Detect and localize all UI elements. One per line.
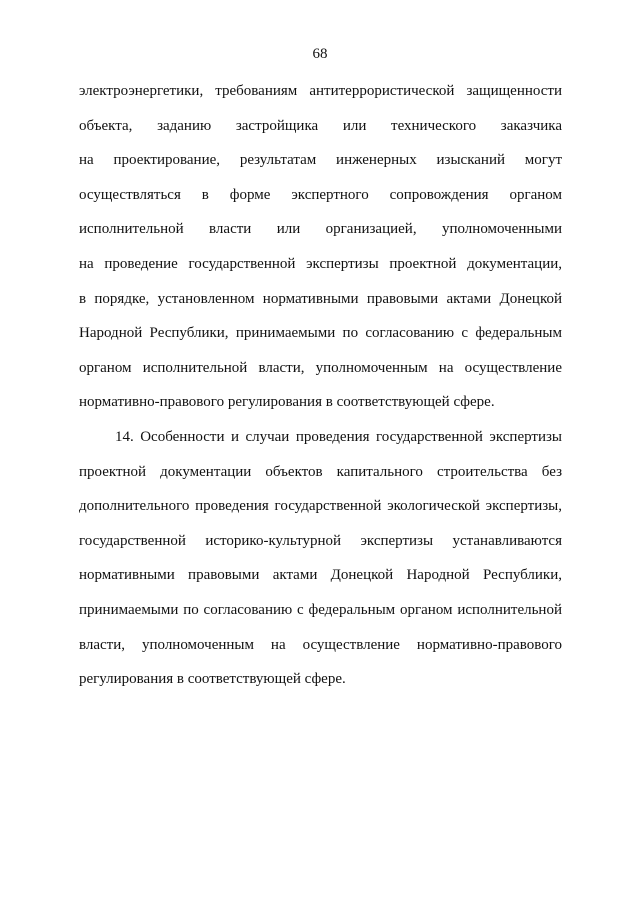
text-line: исполнительной власти или организацией, уполномоченными [79,221,562,238]
text-line: электроэнергетики, требованиям антитеррористической защищенности [79,83,562,99]
text-line: проектной документации объектов капитального строительства без [79,463,562,480]
text-line: власти, уполномоченным на осуществление нормативно-правового [79,636,562,653]
text-line: нормативно-правового регулирования в соответствующей сфере. [79,394,495,411]
text-line: принимаемыми по согласованию с федеральным органом исполнительной [79,601,562,618]
text-line: государственной историко-культурной экспертизы устанавливаются [79,532,562,549]
text-line: нормативными правовыми актами Донецкой Народной Республики, [79,567,562,584]
text-line: осуществляться в форме экспертного сопровождения органом [79,186,562,203]
text-line: на проведение государственной экспертизы проектной документации, [79,255,562,272]
text-line: дополнительного проведения государственной экологической экспертизы, [79,498,562,515]
text-line: органом исполнительной власти, уполномоченным на осуществление [79,359,562,376]
text-line: на проектирование, результатам инженерных изысканий могут [79,152,562,169]
page-number: 68 [312,46,328,62]
text-line: Народной Республики, принимаемыми по согласованию с федеральным [79,325,562,342]
document-body [79,81,562,704]
text-line: регулирования в соответствующей сфере. [79,671,346,688]
text-line: в порядке, установленном нормативными правовыми актами Донецкой [79,290,562,307]
paragraph-continuation [79,81,562,427]
text-line: объекта, заданию застройщика или технического заказчика [79,117,562,134]
paragraph-item-14 [79,427,562,704]
text-line: 14. Особенности и случаи проведения государственной экспертизы [115,428,562,445]
